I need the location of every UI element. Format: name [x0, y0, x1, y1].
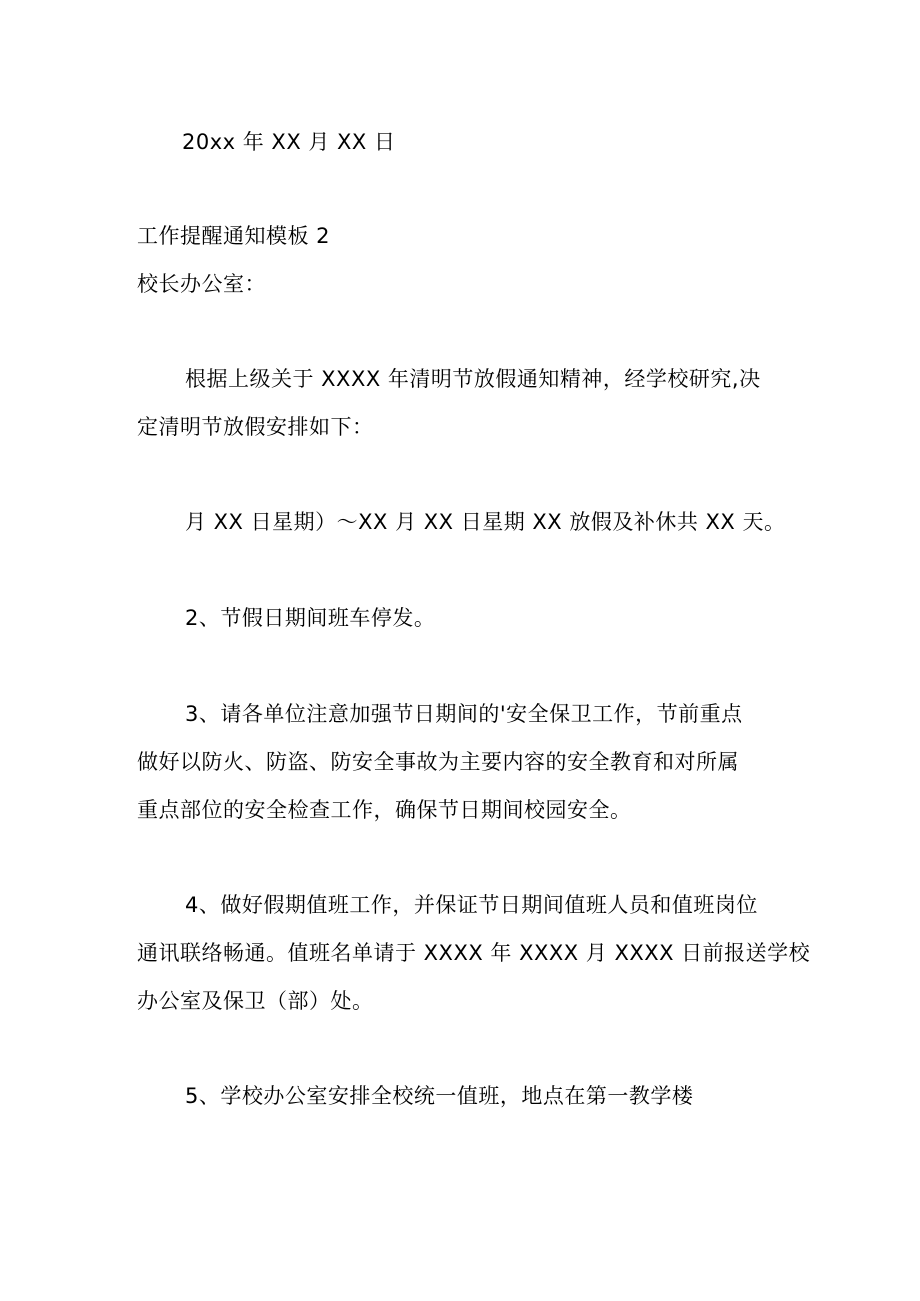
paragraph-line: 重点部位的安全检查工作，确保节日期间校园安全。 — [137, 798, 632, 822]
paragraph-line: 2、节假日期间班车停发。 — [185, 606, 436, 630]
paragraph-line: 办公室及保卫（部）处。 — [137, 989, 374, 1013]
document-date: 20xx 年 XX 月 XX 日 — [182, 130, 396, 154]
paragraph-line: 定清明节放假安排如下： — [137, 415, 374, 439]
paragraph-line: 5、学校办公室安排全校统一值班，地点在第一教学楼 — [185, 1084, 694, 1108]
paragraph-line: 3、请各单位注意加强节日期间的'安全保卫工作，节前重点 — [185, 702, 743, 726]
paragraph-line: 做好以防火、防盗、防安全事故为主要内容的安全教育和对所属 — [137, 750, 739, 774]
paragraph-line: 根据上级关于 XXXX 年清明节放假通知精神，经学校研究,决 — [185, 367, 761, 391]
paragraph-line: 4、做好假期值班工作，并保证节日期间值班人员和值班岗位 — [185, 893, 758, 917]
document-title: 工作提醒通知模板 2 — [137, 224, 331, 248]
document-addressee: 校长办公室： — [137, 272, 266, 296]
paragraph-line: 通讯联络畅通。值班名单请于 XXXX 年 XXXX 月 XXXX 日前报送学校 — [137, 941, 811, 965]
paragraph-line: 月 XX 日星期）～XX 月 XX 日星期 XX 放假及补休共 XX 天。 — [185, 510, 786, 534]
